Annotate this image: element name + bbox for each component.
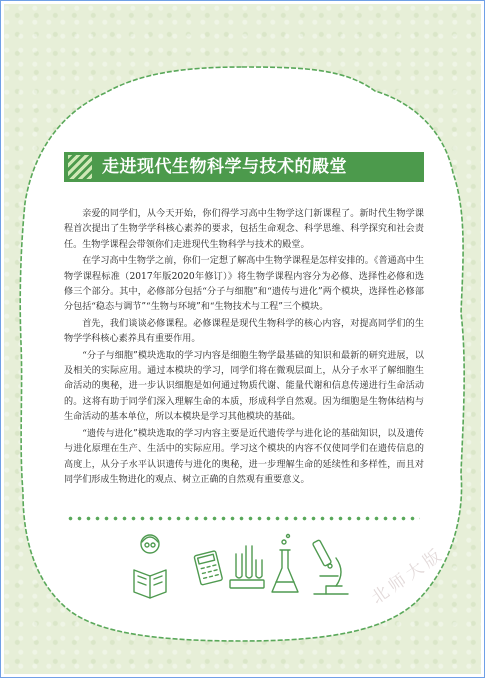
page-title: 走进现代生物科学与技术的殿堂	[102, 157, 347, 177]
paragraph-1: 亲爱的同学们，从今天开始，你们得学习高中生物学这门新课程了。新时代生物学课程首次提出了生物学学科核心素养的要求，包括生命观念、科学思维、科学探究和社会责任。生物学课程会带领你们走进现代生物科学与技术的殿堂。	[64, 209, 424, 250]
title-banner	[64, 152, 424, 182]
test-tubes-icon	[230, 546, 264, 588]
microscope-icon	[312, 540, 348, 594]
publisher-watermark: 北师大版	[367, 543, 449, 609]
intro-text	[64, 207, 424, 489]
calculator-icon	[194, 551, 223, 585]
flask-icon	[272, 535, 298, 593]
paragraph-5: “遗传与进化”模块选取的学习内容主要是近代遗传学与进化论的基础知识，以及遗传与进化原理在生产、生活中的实际应用。学习这个模块的内容不仅使同学们在遗传信息的高度上，从分子水平认识遗传与进化的奥秘，进一步理解生命的延续性和多样性，而且对同学们形成生物进化的观点、树立正确的自然观有重要意义。	[64, 428, 424, 485]
reading-student-icon	[134, 535, 166, 598]
paragraph-4: “分子与细胞”模块选取的学习内容是细胞生物学最基础的知识和最新的研究进展，以及相关的实际应用。通过本模块的学习，同学们将在微观层面上，从分子水平了解细胞生命活动的奥秘，进一步认识细胞是如何通过物质代谢、能量代谢和信息传递进行生命活动的。这将有助于同学们深入理解生命的本质，形成科学自然观。因为细胞是生物体结构与生命活动的基本单位，所以本模块是学习其他模块的基础。	[64, 350, 424, 423]
paragraph-3: 首先，我们谈谈必修课程。必修课程是现代生物科学的核心内容，对提高同学们的生物学学科核心素养具有重要作用。	[64, 318, 424, 345]
dotted-divider	[66, 516, 420, 521]
science-icons	[130, 526, 360, 601]
paragraph-2: 在学习高中生物学之前，你们一定想了解高中生物学课程是怎样安排的。《普通高中生物学课程标准（2017年版2020年修订）》将生物学课程内容分为必修、选择性必修和选修三个部分。其中，必修部分包括“分子与细胞”和“遗传与进化”两个模块，选择性必修部分包括“稳态与调节”“生物与环境”和“生物技术与工程”三个模块。	[64, 256, 424, 313]
